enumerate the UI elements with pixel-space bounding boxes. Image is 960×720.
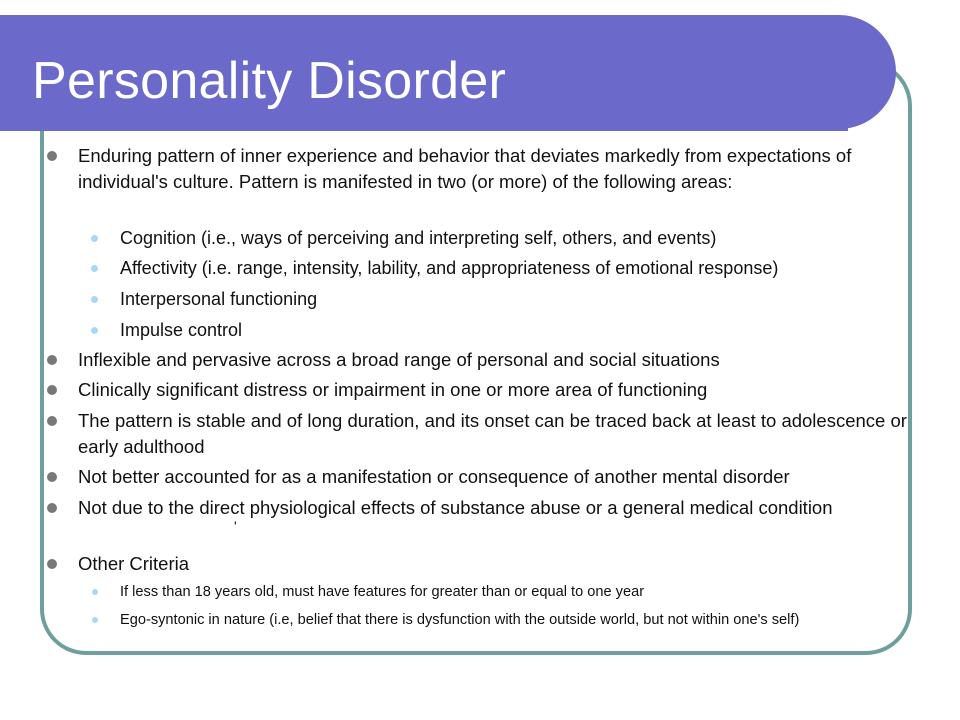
bullet-item: [78, 464, 908, 490]
bullet-dot: [47, 472, 57, 482]
sub-bullet-dot: [91, 265, 98, 272]
bullet-item: [78, 143, 908, 195]
bullet-dot: [47, 416, 57, 426]
sub-bullet-dot: [91, 235, 98, 242]
sub-bullet-text: Impulse control: [120, 320, 243, 340]
stray-mark: ': [234, 518, 237, 534]
sub-bullet-dot: [92, 589, 98, 595]
slide-title: Personality Disorder: [32, 52, 507, 110]
bullet-text: Not due to the direct physiological effects of substance abuse or a general medical condition: [78, 497, 833, 518]
sub-bullet-text: Ego-syntonic in nature (i.e, belief that there is dysfunction with the outside world, but not within one's self): [120, 612, 800, 628]
bullet-dot: [47, 503, 57, 513]
sub-bullet-item: [120, 255, 910, 281]
sub-bullet-dot: [92, 617, 98, 623]
sub-bullet-item: [120, 317, 910, 343]
sub-bullet-dot: [91, 327, 98, 334]
sub-bullet-item: [120, 610, 900, 630]
bullet-item: [78, 377, 908, 403]
bullet-dot: [47, 559, 57, 569]
bullet-text: Clinically significant distress or impairment in one or more area of functioning: [78, 379, 708, 400]
bullet-item: [78, 551, 908, 577]
sub-bullet-item: [120, 582, 900, 602]
sub-bullet-text: Interpersonal functioning: [120, 289, 318, 309]
sub-bullet-text: Affectivity (i.e. range, intensity, lability, and appropriateness of emotional response): [120, 258, 779, 278]
sub-bullet-text: Cognition (i.e., ways of perceiving and interpreting self, others, and events): [120, 228, 717, 248]
bullet-dot: [47, 151, 57, 161]
sub-bullet-item: [120, 286, 910, 312]
sub-bullet-dot: [91, 296, 98, 303]
bullet-dot: [47, 355, 57, 365]
bullet-item: [78, 495, 908, 521]
sub-bullet-text: If less than 18 years old, must have features for greater than or equal to one year: [120, 584, 645, 600]
bullet-item: [78, 408, 908, 460]
bullet-item: [78, 347, 908, 373]
bullet-text: Not better accounted for as a manifestation or consequence of another mental disorder: [78, 466, 790, 487]
bullet-text: Enduring pattern of inner experience and behavior that deviates markedly from expectations of individual's culture. Pattern is manifested in two (or more) of the following areas:: [78, 145, 852, 192]
bullet-text: Inflexible and pervasive across a broad range of personal and social situations: [78, 349, 720, 370]
sub-bullet-item: [120, 225, 910, 251]
bullet-dot: [47, 385, 57, 395]
bullet-text: The pattern is stable and of long duration, and its onset can be traced back at least to adolescence or early adulthood: [78, 410, 907, 457]
bullet-text: Other Criteria: [78, 553, 190, 574]
